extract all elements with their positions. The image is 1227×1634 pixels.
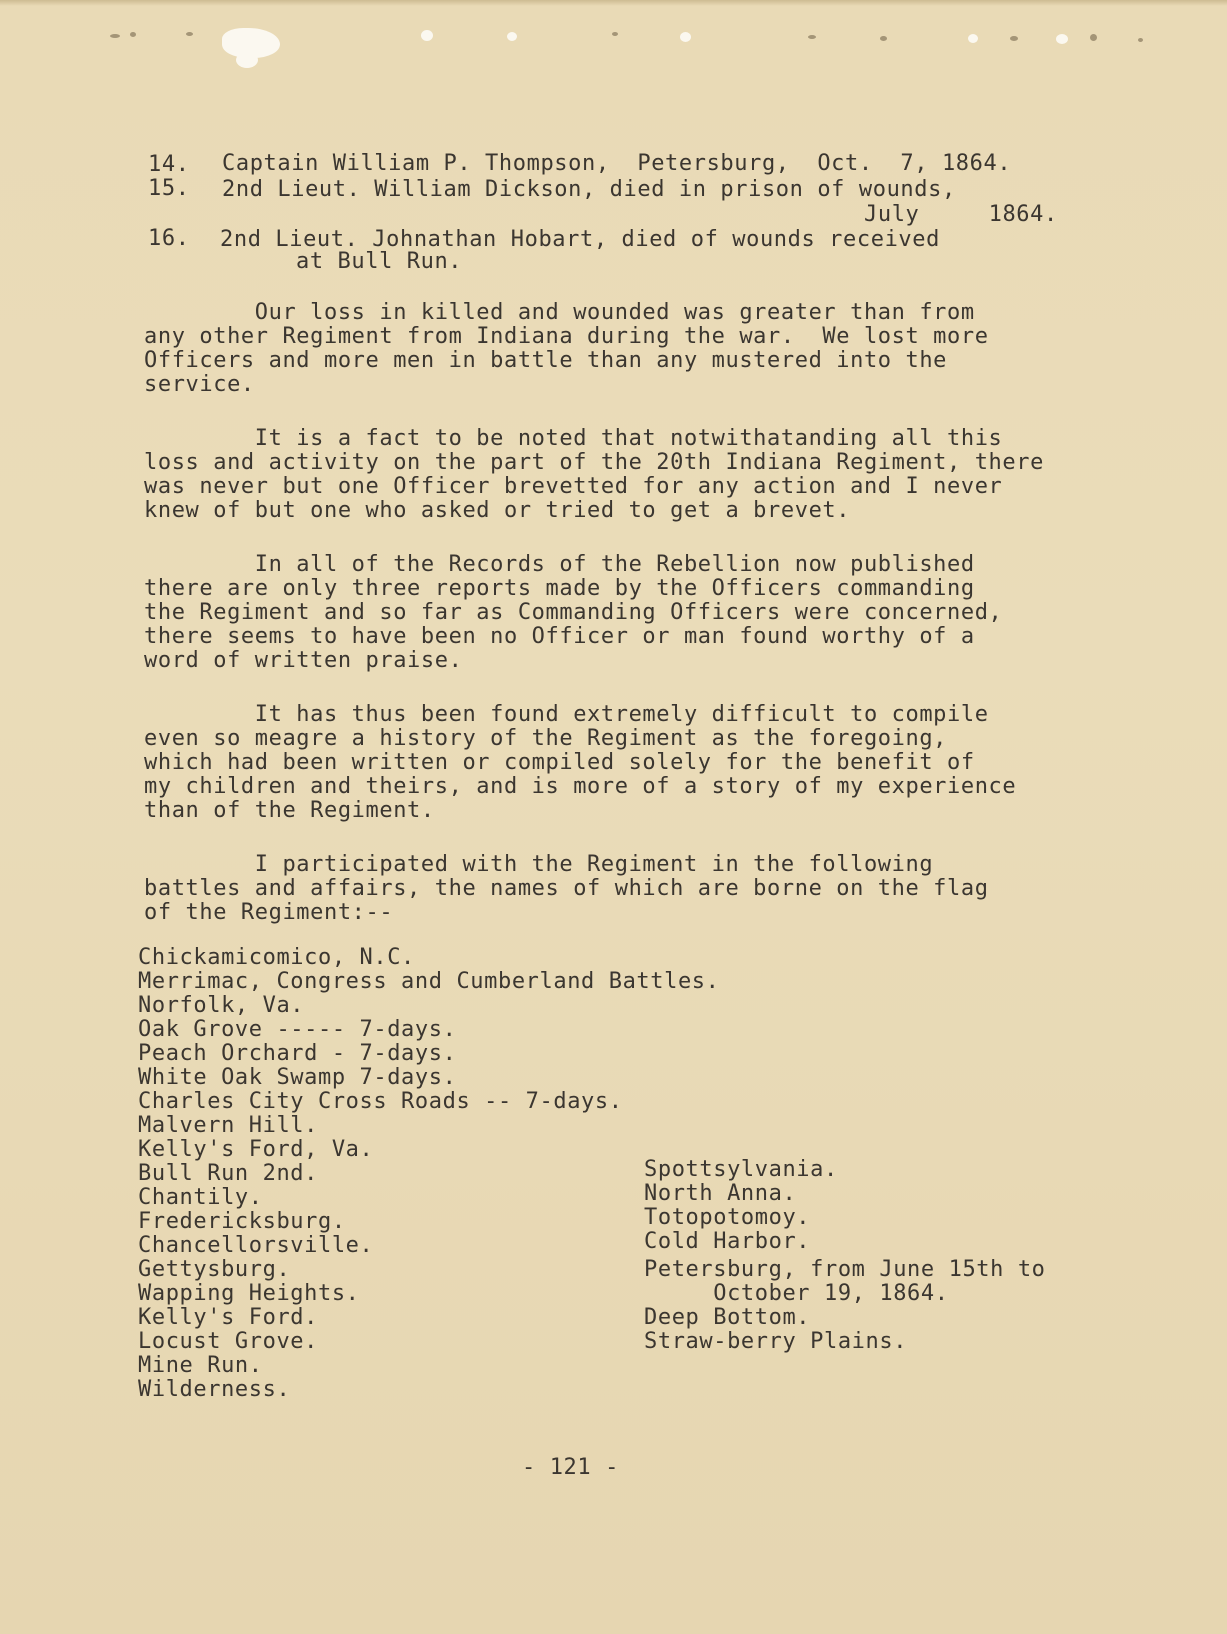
battle-item: Bull Run 2nd. [138, 1161, 318, 1186]
battle-item: Wilderness. [138, 1377, 291, 1402]
battle-item: Mine Run. [138, 1353, 263, 1378]
paragraph-line: In all of the Records of the Rebellion now published [144, 552, 975, 577]
battle-item: Cold Harbor. [644, 1229, 811, 1254]
paragraph-line: even so meagre a history of the Regiment as the foregoing, [144, 726, 948, 751]
battle-item: Locust Grove. [138, 1329, 318, 1354]
paragraph-line: the Regiment and so far as Commanding Officers were concerned, [144, 600, 1003, 625]
battle-item: October 19, 1864. [644, 1281, 949, 1306]
paragraph-line: which had been written or compiled solely for the benefit of [144, 750, 975, 775]
battle-item: Wapping Heights. [138, 1281, 360, 1306]
battle-item: Kelly's Ford, Va. [138, 1137, 374, 1162]
battle-item: White Oak Swamp 7-days. [138, 1065, 457, 1090]
battle-item: Petersburg, from June 15th to [644, 1257, 1046, 1282]
paragraph-line: than of the Regiment. [144, 798, 435, 823]
battle-item: Charles City Cross Roads -- 7-days. [138, 1089, 623, 1114]
paragraph-line: there are only three reports made by the Officers commanding [144, 576, 975, 601]
paragraph-line: loss and activity on the part of the 20th Indiana Regiment, there [144, 450, 1044, 475]
paragraph-line: there seems to have been no Officer or man found worthy of a [144, 624, 975, 649]
battle-item: Merrimac, Congress and Cumberland Battles. [138, 969, 720, 994]
paragraph-line: Our loss in killed and wounded was greater than from [144, 300, 975, 325]
paragraph-line: was never but one Officer brevetted for any action and I never [144, 474, 1003, 499]
list-item-number: 15. [148, 176, 190, 201]
battle-item: Chantily. [138, 1185, 263, 1210]
list-item-text: Captain William P. Thompson, Petersburg, Oct. 7, 1864. [222, 151, 1012, 176]
battle-item: Oak Grove ----- 7-days. [138, 1017, 457, 1042]
battle-item: Kelly's Ford. [138, 1305, 318, 1330]
paragraph-line: It has thus been found extremely difficult to compile [144, 702, 989, 727]
paragraph-line: knew of but one who asked or tried to get a brevet. [144, 498, 851, 523]
paragraph-line: word of written praise. [144, 648, 463, 673]
battle-item: Gettysburg. [138, 1257, 291, 1282]
paragraph-line: Officers and more men in battle than any mustered into the [144, 348, 948, 373]
paragraph-line: It is a fact to be noted that notwithatanding all this [144, 426, 1003, 451]
battle-item: Norfolk, Va. [138, 993, 305, 1018]
battle-item: Spottsylvania. [644, 1157, 838, 1182]
battle-item: Chickamicomico, N.C. [138, 945, 415, 970]
battle-item: Straw-berry Plains. [644, 1329, 908, 1354]
page-number: - 121 - [522, 1455, 619, 1480]
battle-item: Fredericksburg. [138, 1209, 346, 1234]
paragraph-line: service. [144, 372, 255, 397]
list-item-continuation: at Bull Run. [296, 249, 463, 274]
list-item-number: 14. [148, 152, 190, 177]
paragraph-line: any other Regiment from Indiana during the war. We lost more [144, 324, 989, 349]
paragraph-line: my children and theirs, and is more of a story of my experience [144, 774, 1017, 799]
paragraph-line: battles and affairs, the names of which are borne on the flag [144, 876, 989, 901]
battle-item: Chancellorsville. [138, 1233, 374, 1258]
paragraph-line: of the Regiment:-- [144, 900, 394, 925]
battle-item: Malvern Hill. [138, 1113, 318, 1138]
list-item-number: 16. [148, 226, 190, 251]
list-item-text: 2nd Lieut. Johnathan Hobart, died of wounds received [220, 227, 940, 252]
battle-item: North Anna. [644, 1181, 797, 1206]
battle-item: Peach Orchard - 7-days. [138, 1041, 457, 1066]
battle-item: Totopotomoy. [644, 1205, 811, 1230]
paragraph-line: I participated with the Regiment in the following [144, 852, 934, 877]
list-item-text: 2nd Lieut. William Dickson, died in prison of wounds, [222, 177, 956, 202]
battle-item: Deep Bottom. [644, 1305, 811, 1330]
list-item-continuation: July 1864. [864, 202, 1058, 227]
